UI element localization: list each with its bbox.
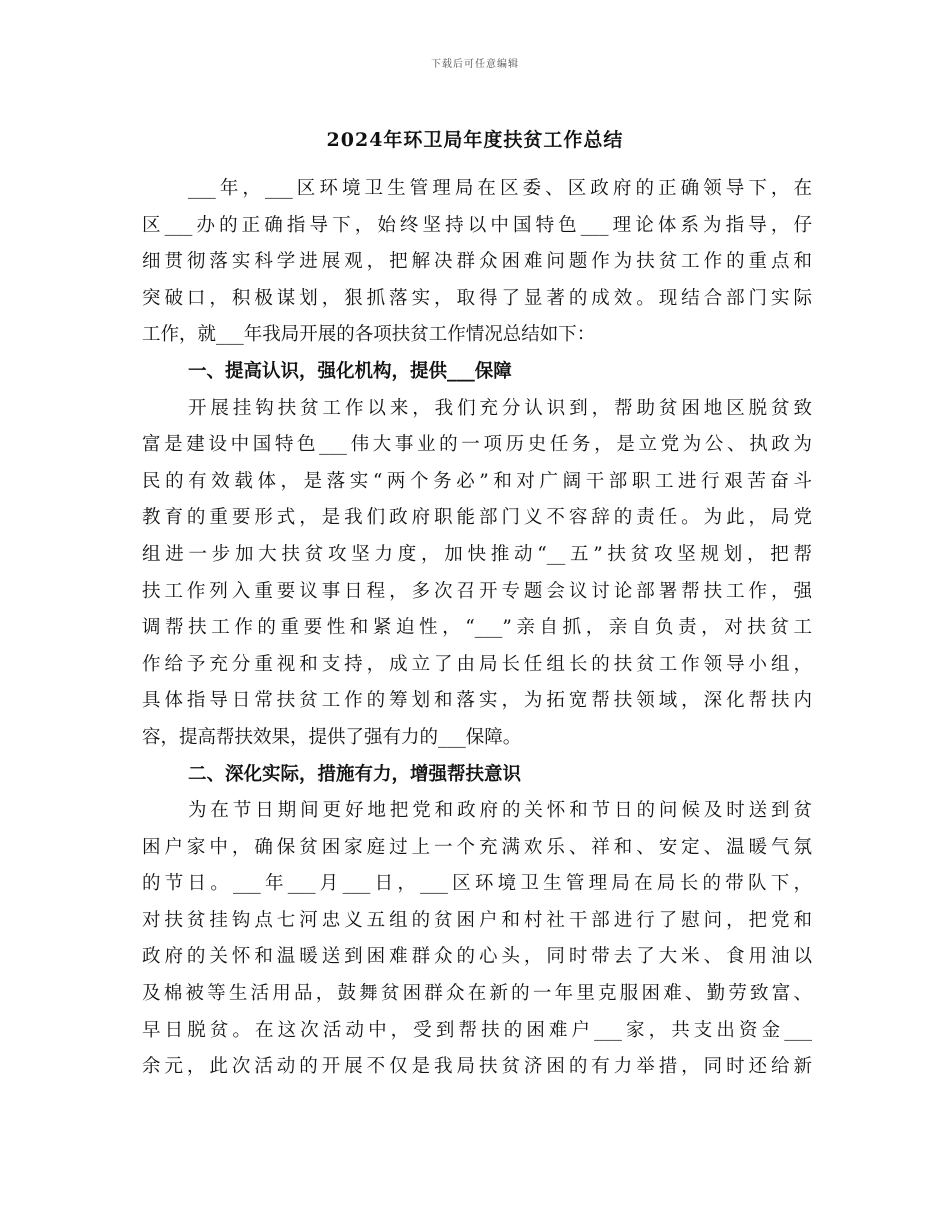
header-note: 下载后可任意编辑: [431, 59, 519, 70]
paragraph-line: 工作，就___年我局开展的各项扶贫工作情况总结如下：: [142, 324, 596, 346]
paragraph-line: 突破口，积极谋划，狠抓落实，取得了显著的成效。现结合部门实际: [142, 287, 812, 309]
paragraph-line: 困户家中，确保贫困家庭过上一个充满欢乐、祥和、安定、温暖气氛: [142, 836, 812, 858]
paragraph-line: 为在节日期间更好地把党和政府的关怀和节日的问候及时送到贫: [188, 800, 812, 822]
paragraph-line: 组进一步加大扶贫攻坚力度，加快推动“__五”扶贫攻坚规划，把帮: [142, 543, 812, 565]
paragraph-line: 调帮扶工作的重要性和紧迫性，“___”亲自抓，亲自负责，对扶贫工: [142, 617, 812, 639]
paragraph-line: 的节日。___年___月___日，___区环境卫生管理局在局长的带队下，: [142, 873, 812, 895]
paragraph-line: 作给予充分重视和支持，成立了由局长任组长的扶贫工作领导小组，: [142, 653, 812, 675]
paragraph-line: 早日脱贫。在这次活动中，受到帮扶的困难户___家，共支出资金___: [142, 1019, 812, 1041]
page-title: 2024年环卫局年度扶贫工作总结: [326, 129, 624, 151]
paragraph-line: 扶工作列入重要议事日程，多次召开专题会议讨论部署帮扶工作，强: [142, 580, 812, 602]
paragraph-line: 教育的重要形式，是我们政府职能部门义不容辞的责任。为此，局党: [142, 507, 812, 529]
section-heading: 一、提高认识，强化机构，提供___保障: [188, 360, 512, 382]
paragraph-line: 开展挂钩扶贫工作以来，我们充分认识到，帮助贫困地区脱贫致: [188, 397, 812, 419]
paragraph-line: ___年，___区环境卫生管理局在区委、区政府的正确领导下，在: [188, 178, 812, 199]
paragraph-line: 区___办的正确指导下，始终坚持以中国特色___理论体系为指导，仔: [142, 214, 812, 236]
paragraph-line: 具体指导日常扶贫工作的筹划和落实，为拓宽帮扶领域，深化帮扶内: [142, 690, 812, 712]
body-text: [142, 171, 812, 1086]
paragraph-line: 及棉被等生活用品，鼓舞贫困群众在新的一年里克服困难、勤劳致富、: [142, 983, 812, 1005]
section-heading: 二、深化实际，措施有力，增强帮扶意识: [188, 763, 522, 785]
paragraph-line: 容，提高帮扶效果，提供了强有力的___保障。: [142, 726, 522, 748]
paragraph-line: 余元，此次活动的开展不仅是我局扶贫济困的有力举措，同时还给新: [142, 1056, 812, 1078]
paragraph-line: 民的有效载体，是落实“两个务必”和对广阔干部职工进行艰苦奋斗: [142, 470, 812, 492]
paragraph-line: 细贯彻落实科学进展观，把解决群众困难问题作为扶贫工作的重点和: [142, 251, 812, 273]
paragraph-line: 政府的关怀和温暖送到困难群众的心头，同时带去了大米、食用油以: [142, 946, 812, 968]
paragraph-line: 富是建设中国特色___伟大事业的一项历史任务，是立党为公、执政为: [142, 434, 812, 456]
paragraph-line: 对扶贫挂钩点七河忠义五组的贫困户和村社干部进行了慰问，把党和: [142, 909, 812, 931]
